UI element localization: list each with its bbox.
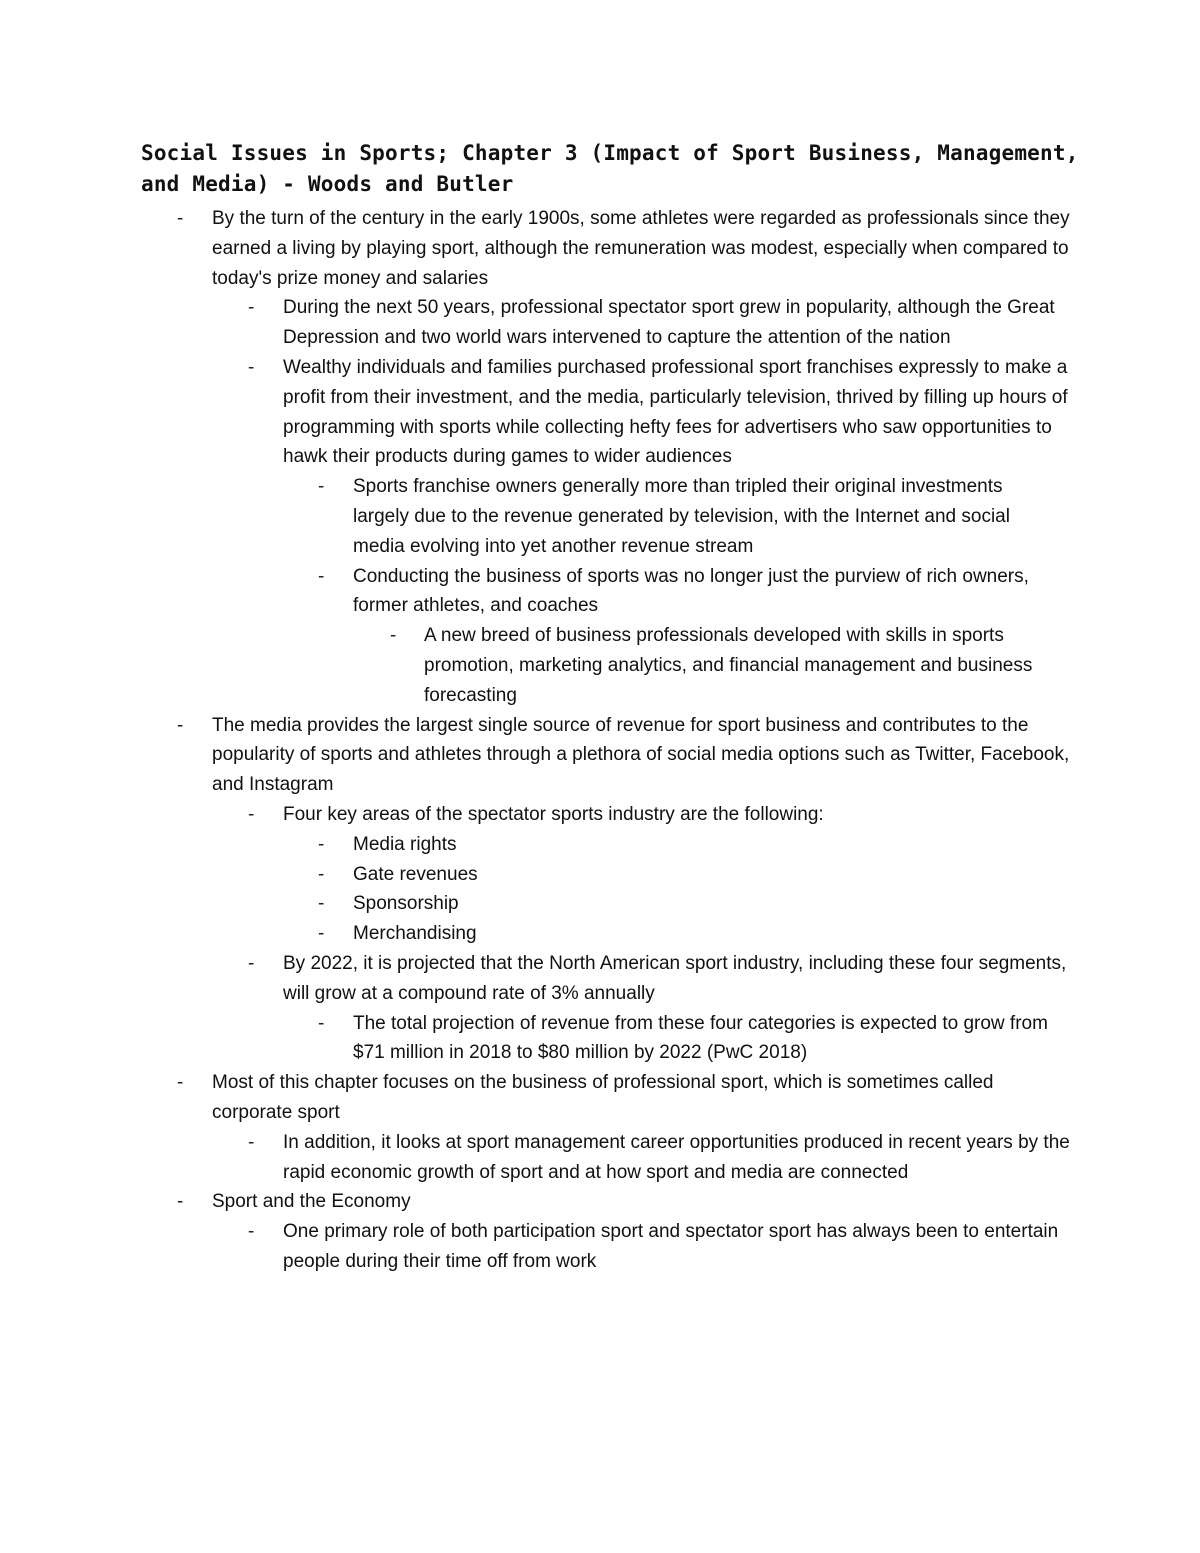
list-item-text: The media provides the largest single source of revenue for sport business and contributes to the popularity of sports and athletes through a plethora of social media options such as Twitter, Facebook, and Instagram: [212, 714, 1070, 796]
list-item-text: Conducting the business of sports was no longer just the purview of rich owners, former athletes, and coaches: [353, 565, 1029, 617]
list-item: [0, 621, 1064, 710]
document-title: Social Issues in Sports; Chapter 3 (Impact of Sport Business, Management, and Media) - Woods and Butler: [141, 141, 1079, 196]
bullet-dash: -: [248, 1131, 255, 1153]
bullet-dash: -: [177, 1072, 184, 1094]
bullet-dash: -: [318, 833, 325, 855]
list-item: [0, 1009, 1063, 1069]
list-item: [0, 1128, 1073, 1188]
bullet-dash: -: [177, 714, 184, 736]
bullet-dash: -: [248, 952, 255, 974]
list-item: [0, 800, 1073, 830]
list-item-text: In addition, it looks at sport management career opportunities produced in recent years by the rapid economic growth of sport and at how sport and media are connected: [283, 1131, 1070, 1183]
list-item-text: Merchandising: [353, 923, 477, 945]
bullet-dash: -: [318, 863, 325, 885]
list-item: [0, 562, 1063, 622]
list-item: [0, 889, 1063, 919]
bullet-dash: -: [177, 208, 184, 229]
list-item: [0, 919, 1063, 949]
list-item: [0, 949, 1073, 1009]
bullet-dash: -: [318, 565, 325, 587]
bullet-dash: -: [248, 1221, 255, 1243]
bullet-dash: -: [248, 297, 255, 319]
list-item-text: The total projection of revenue from these four categories is expected to grow from $71 million in 2018 to $80 million by 2022 (PwC 2018): [353, 1012, 1048, 1064]
list-item: [0, 353, 1073, 472]
list-item-text: Four key areas of the spectator sports industry are the following:: [283, 803, 824, 825]
bullet-dash: -: [318, 476, 325, 498]
list-item: [0, 293, 1073, 353]
list-item-text: Most of this chapter focuses on the business of professional sport, which is sometimes called corporate sport: [212, 1072, 994, 1123]
list-item-text: Gate revenues: [353, 863, 478, 885]
list-item: [0, 204, 1072, 293]
list-item-text: During the next 50 years, professional spectator sport grew in popularity, although the Great Depression and two world wars intervened to capture the attention of the nation: [283, 297, 1055, 349]
bullet-dash: -: [390, 625, 397, 647]
list-item: [0, 860, 1063, 890]
bullet-list: [0, 204, 1200, 1277]
list-item: [0, 1187, 1072, 1217]
list-item-text: Wealthy individuals and families purchased professional sport franchises expressly to make a profit from their investment, and the media, particularly television, thrived by filling up hours of programming with sports while collecting hefty fees for advertisers who saw opportunities to hawk their products during games to wider audiences: [283, 356, 1068, 468]
list-item-text: A new breed of business professionals developed with skills in sports promotion, marketing analytics, and financial management and business forecasting: [424, 625, 1033, 706]
list-item-text: One primary role of both participation sport and spectator sport has always been to entertain people during their time off from work: [283, 1221, 1059, 1272]
list-item-text: Sport and the Economy: [212, 1191, 411, 1213]
list-item-text: Sponsorship: [353, 893, 459, 915]
list-item-text: By the turn of the century in the early 1900s, some athletes were regarded as professionals since they earned a living by playing sport, although the remuneration was modest, especially when compared to today's prize money and salaries: [212, 208, 1070, 289]
list-item: [0, 1068, 1072, 1128]
bullet-dash: -: [177, 1191, 184, 1213]
list-item: [0, 472, 1063, 561]
list-item-text: Sports franchise owners generally more than tripled their original investments largely due to the revenue generated by television, with the Internet and social media evolving into yet another revenue stream: [353, 476, 1010, 557]
list-item-text: By 2022, it is projected that the North American sport industry, including these four segments, will grow at a compound rate of 3% annually: [283, 952, 1067, 1004]
list-item: [0, 830, 1063, 860]
list-item: [0, 1217, 1073, 1277]
bullet-dash: -: [318, 923, 325, 945]
bullet-dash: -: [318, 1012, 325, 1034]
bullet-dash: -: [248, 803, 255, 825]
bullet-dash: -: [318, 893, 325, 915]
list-item-text: Media rights: [353, 833, 457, 855]
list-item: [0, 711, 1072, 800]
bullet-dash: -: [248, 356, 255, 378]
